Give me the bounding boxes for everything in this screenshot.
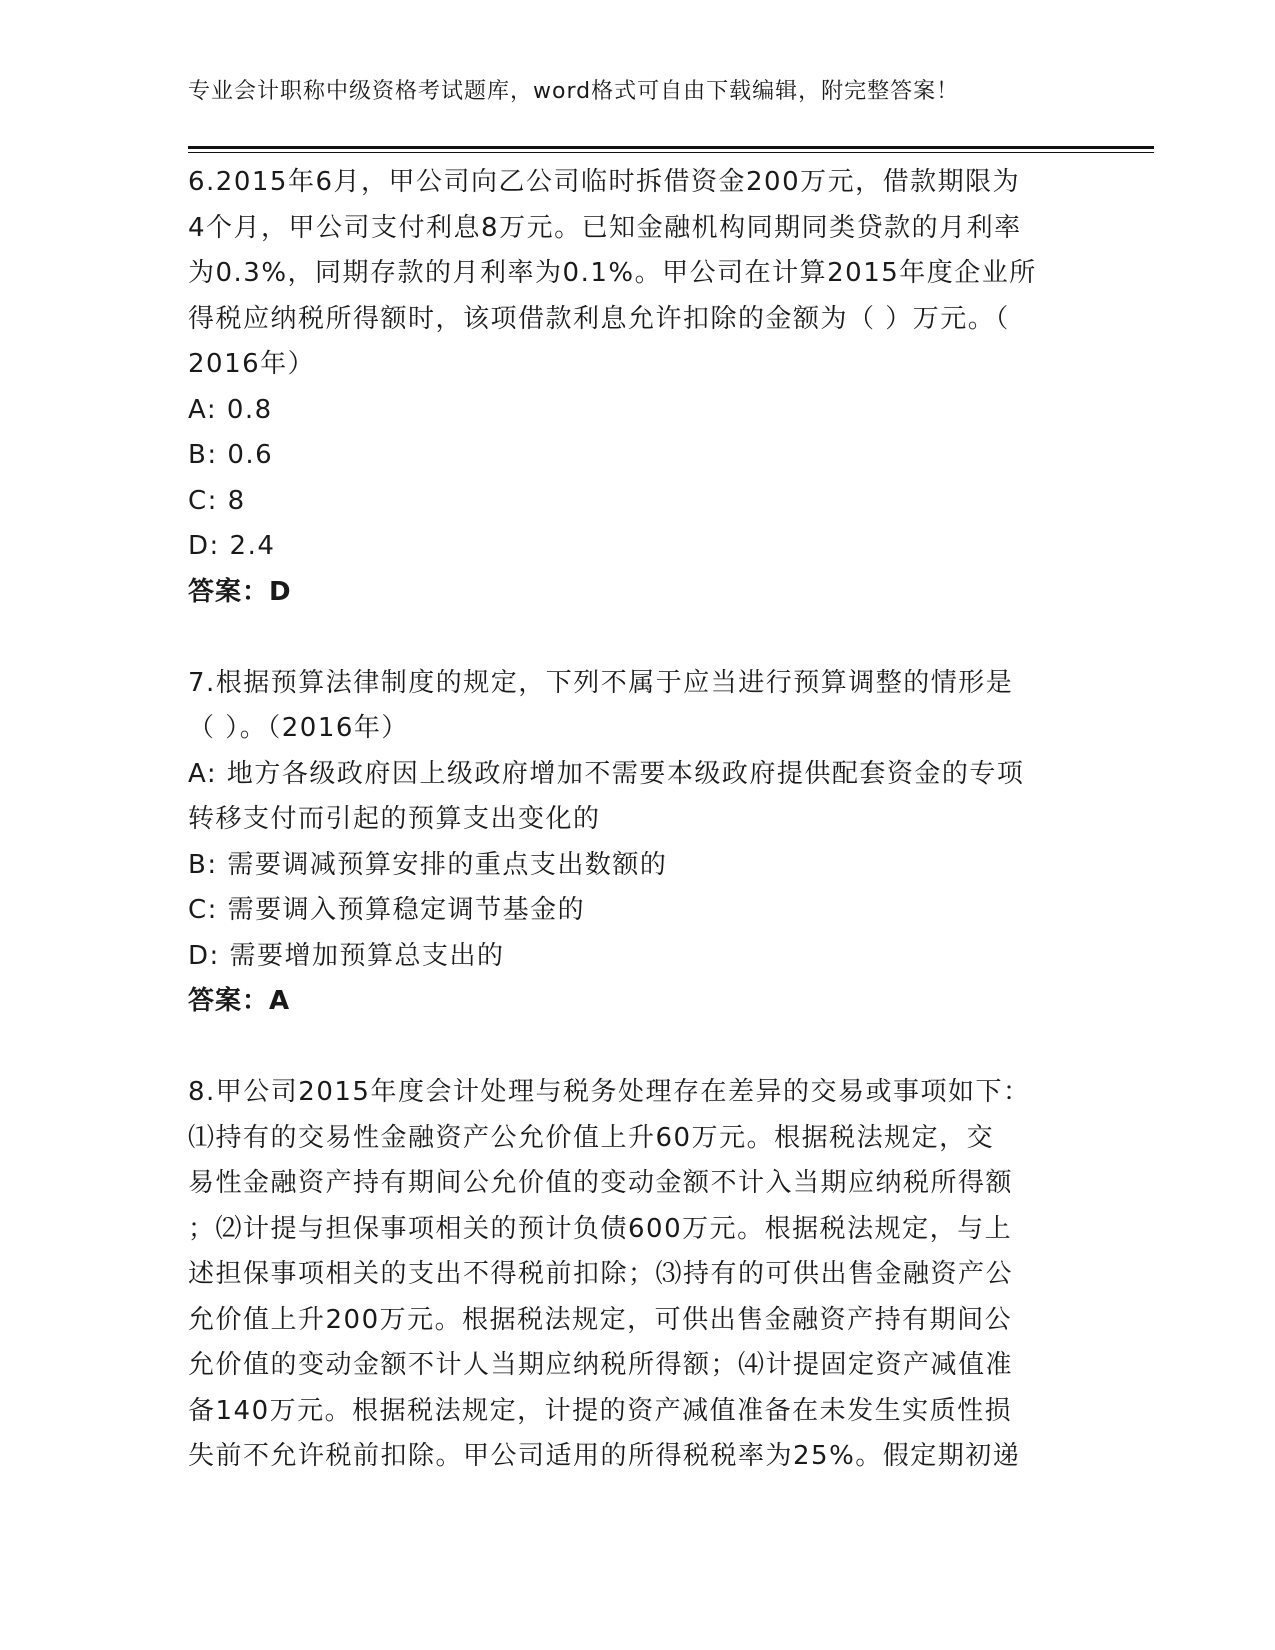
question-text-line: ；⑵计提与担保事项相关的预计负债600万元。根据税法规定，与上 (188, 1213, 1013, 1244)
question-text-line: 易性金融资产持有期间公允价值的变动金额不计入当期应纳税所得额 (188, 1168, 1014, 1198)
question-spacer (188, 615, 1078, 661)
option-b: B: 需要调减预算安排的重点支出数额的 (188, 849, 668, 880)
question-text-line: 为0.3%，同期存款的月利率为0.1%。甲公司在计算2015年度企业所 (188, 258, 1037, 288)
answer-label: 答案：A (188, 986, 291, 1016)
option-d: D: 需要增加预算总支出的 (188, 940, 505, 971)
page-header: 专业会计职称中级资格考试题库，word格式可自由下载编辑，附完整答案！ (188, 79, 960, 104)
question-text-line: 8.甲公司2015年度会计处理与税务处理存在差异的交易或事项如下： (188, 1077, 1031, 1107)
question-text-line: 7.根据预算法律制度的规定，下列不属于应当进行预算调整的情形是 (188, 667, 1014, 698)
question-text-line: （ ）。（2016年） (188, 713, 409, 743)
question-text-line: 6.2015年6月，甲公司向乙公司临时拆借资金200万元，借款期限为 (188, 167, 1021, 197)
question-text-line: 失前不允许税前扣除。甲公司适用的所得税税率为25%。假定期初递 (188, 1441, 1021, 1471)
question-6 (188, 160, 1078, 615)
question-spacer (188, 1025, 1078, 1071)
question-text-line: 允价值上升200万元。根据税法规定，可供出售金融资产持有期间公 (188, 1304, 1013, 1335)
question-content (188, 160, 1078, 1480)
question-8 (188, 1070, 1078, 1480)
question-text-line: 2016年） (188, 349, 316, 379)
question-text-line: 4个月，甲公司支付利息8万元。已知金融机构同期同类贷款的月利率 (188, 212, 1022, 243)
question-7 (188, 661, 1078, 1025)
question-text-line: 得税应纳税所得额时，该项借款利息允许扣除的金额为（ ）万元。（ (188, 303, 1010, 334)
option-c: C: 需要调入预算稳定调节基金的 (188, 895, 586, 925)
option-c: C: 8 (188, 485, 246, 516)
question-text-line: 述担保事项相关的支出不得税前扣除；⑶持有的可供出售金融资产公 (188, 1259, 1014, 1289)
option-a: A: 0.8 (188, 394, 273, 425)
header-divider-thin (188, 152, 1154, 153)
option-a-continued: 转移支付而引起的预算支出变化的 (188, 804, 601, 834)
question-text-line: 允价值的变动金额不计人当期应纳税所得额；⑷计提固定资产减值准 (188, 1350, 1014, 1380)
question-text-line: 备140万元。根据税法规定，计提的资产减值准备在未发生实质性损 (188, 1395, 1013, 1426)
header-divider-thick (188, 146, 1154, 149)
option-b: B: 0.6 (188, 440, 274, 470)
option-a: A: 地方各级政府因上级政府增加不需要本级政府提供配套资金的专项 (188, 758, 1025, 789)
answer-label: 答案：D (188, 576, 292, 607)
option-d: D: 2.4 (188, 531, 276, 561)
question-text-line: ⑴持有的交易性金融资产公允价值上升60万元。根据税法规定，交 (188, 1122, 995, 1153)
